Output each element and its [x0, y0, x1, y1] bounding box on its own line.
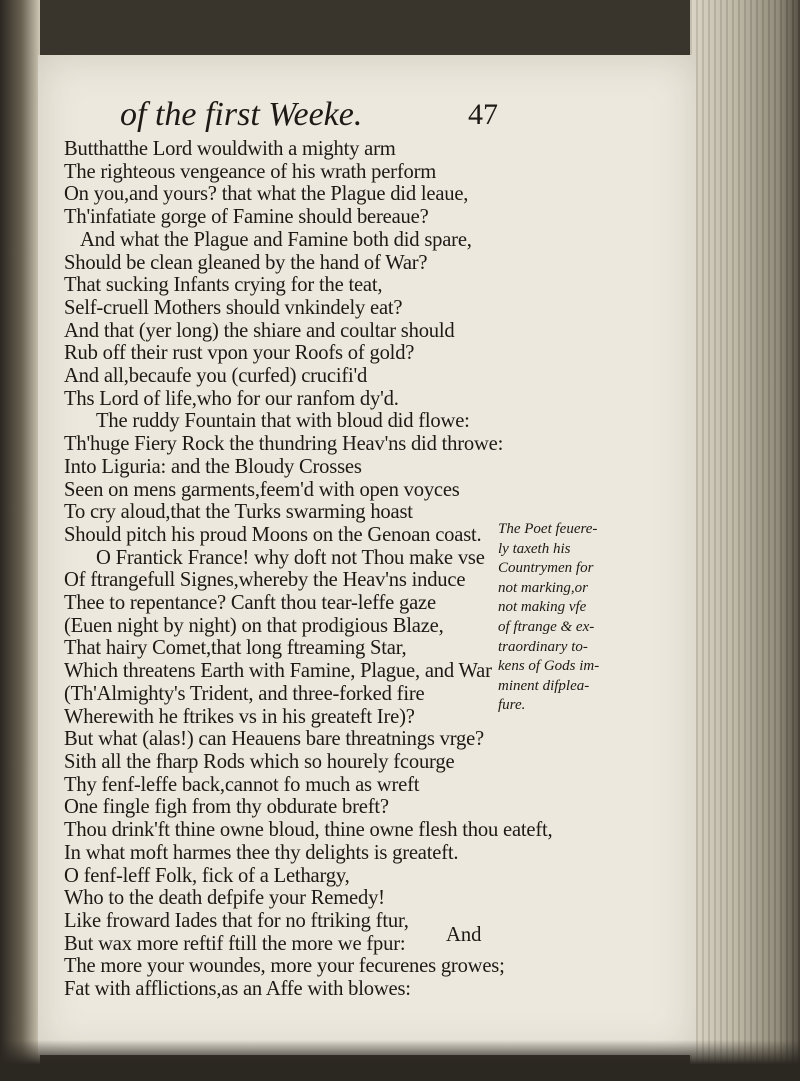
note-line: fure. — [498, 697, 526, 714]
text-line: Like froward Iades that for no ftriking ftur, — [64, 909, 409, 932]
text-line: O Frantick France! why doft not Thou make vse — [96, 546, 485, 569]
text-line: The more your woundes, more your fecurenes growes; — [64, 955, 505, 978]
note-line: not making vfe — [498, 599, 587, 616]
text-line: The righteous vengeance of his wrath perform — [64, 160, 437, 183]
text-line: That sucking Infants crying for the teat, — [64, 274, 383, 297]
text-line: And all,becaufe you (curfed) crucifi'd — [64, 365, 368, 388]
text-line: One fingle figh from thy obdurate breft? — [64, 796, 389, 819]
text-line: Seen on mens garments,feem'd with open voyces — [64, 478, 460, 501]
text-line: Th'infatiate gorge of Famine should bereaue? — [64, 206, 429, 229]
note-line: kens of Gods im- — [498, 658, 600, 675]
text-line: Who to the death defpife your Remedy! — [64, 887, 385, 910]
text-line: Butthatthe Lord wouldwith a mighty arm — [64, 138, 396, 160]
text-line: Into Liguria: and the Bloudy Crosses — [64, 455, 362, 478]
page-edges — [690, 0, 800, 1081]
note-line: of ftrange & ex- — [498, 618, 595, 635]
text-line: Thee to repentance? Canft thou tear-leffe gaze — [64, 592, 436, 615]
catchword: And — [446, 924, 482, 946]
text-line: Which threatens Earth with Famine, Plague, and War — [64, 660, 492, 683]
text-line: Sith all the fharp Rods which so hourely fcourge — [64, 750, 455, 773]
text-line: (Euen night by night) on that prodigious Blaze, — [64, 614, 444, 637]
note-line: traordinary to- — [498, 638, 588, 655]
running-head: of the first Weeke. — [120, 96, 363, 133]
text-line: Of ftrangefull Signes,whereby the Heav'ns induce — [64, 569, 466, 592]
text-line: Should be clean gleaned by the hand of War? — [64, 251, 428, 274]
note-line: ly taxeth his — [498, 540, 571, 557]
text-line: Self-cruell Mothers should vnkindely eat? — [64, 296, 403, 319]
page-number: 47 — [468, 98, 498, 131]
text-line: That hairy Comet,that long ftreaming Star, — [64, 637, 407, 660]
note-line: not marking,or — [498, 579, 588, 596]
text-line: Thy fenf-leffe back,cannot fo much as wreft — [64, 773, 420, 796]
text-line: Ths Lord of life,who for our ranfom dy'd. — [64, 387, 399, 410]
page-bottom-shadow — [0, 1040, 800, 1081]
text-line: In what moft harmes thee thy delights is greateft. — [64, 841, 459, 864]
text-line: But wax more reftif ftill the more we fpur: — [64, 932, 406, 955]
text-line: On you,and yours? that what the Plague did leaue, — [64, 183, 469, 206]
note-line: minent difplea- — [498, 677, 590, 694]
note-line: The Poet feuere- — [498, 521, 598, 537]
text-line: Rub off their rust vpon your Roofs of gold? — [64, 342, 415, 365]
text-line: Should pitch his proud Moons on the Genoan coast. — [64, 523, 482, 546]
text-line: Fat with afflictions,as an Affe with blowes: — [64, 978, 411, 1001]
binding-gutter — [0, 0, 40, 1081]
marginal-note — [498, 520, 673, 716]
note-line: Countrymen for — [498, 560, 594, 577]
text-line: Wherewith he ftrikes vs in his greateft Ire)? — [64, 705, 415, 728]
text-line: Thou drink'ft thine owne bloud, thine owne flesh thou eateft, — [64, 819, 553, 842]
text-line: Th'huge Fiery Rock the thundring Heav'ns did throwe: — [64, 433, 504, 456]
text-line: To cry aloud,that the Turks swarming hoast — [64, 501, 413, 524]
text-line: (Th'Almighty's Trident, and three-forked fire — [64, 682, 425, 705]
text-line: And that (yer long) the shiare and coultar should — [64, 319, 455, 342]
text-line: But what (alas!) can Heauens bare threatnings vrge? — [64, 728, 484, 751]
text-line: And what the Plague and Famine both did spare, — [80, 228, 472, 251]
text-line: O fenf-leff Folk, fick of a Lethargy, — [64, 864, 350, 887]
text-line: The ruddy Fountain that with bloud did flowe: — [96, 410, 470, 433]
